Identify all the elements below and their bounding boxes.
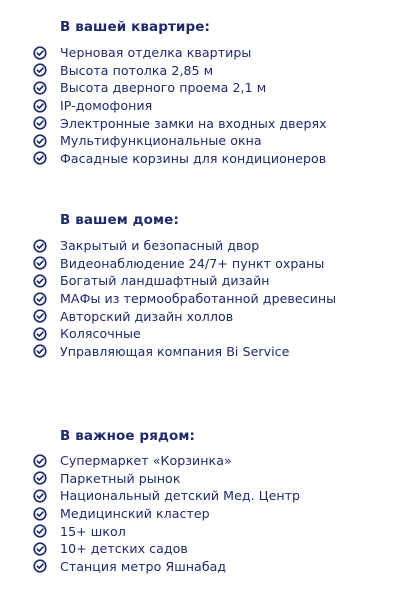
check-circle-icon (33, 507, 47, 521)
list-item (33, 558, 393, 576)
list-item (33, 114, 393, 132)
check-circle-icon (33, 99, 47, 113)
list-item-text: Электронные замки на входных дверях (60, 115, 327, 131)
list-item (33, 540, 393, 558)
check-circle-icon (33, 63, 47, 77)
list-item (33, 132, 393, 150)
list-item (33, 44, 393, 62)
list-item (33, 343, 393, 361)
list-item-text: Управляющая компания Bi Service (60, 343, 290, 359)
list-item (33, 487, 393, 505)
section-nearby (33, 427, 393, 575)
list-item-text: 10+ детских садов (60, 541, 188, 557)
section-apartment (33, 18, 393, 167)
list-item-text: Супермаркет «Корзинка» (60, 453, 232, 469)
list-item-text: Паркетный рынок (60, 470, 181, 486)
list-item-text: Мультифункциональные окна (60, 133, 262, 149)
list-item (33, 255, 393, 273)
list-item-text: 15+ школ (60, 523, 126, 539)
list-item (33, 325, 393, 343)
section-title: В вашем доме: (60, 212, 179, 228)
list-item (33, 522, 393, 540)
check-circle-icon (33, 81, 47, 95)
list-item (33, 505, 393, 523)
feature-list (33, 44, 393, 167)
check-circle-icon (33, 454, 47, 468)
check-circle-icon (33, 116, 47, 130)
check-circle-icon (33, 559, 47, 573)
list-item-text: Высота дверного проема 2,1 м (60, 80, 267, 96)
list-item-text: Высота потолка 2,85 м (60, 62, 214, 78)
list-item-text: Медицинский кластер (60, 506, 210, 522)
list-item (33, 237, 393, 255)
check-circle-icon (33, 256, 47, 270)
check-circle-icon (33, 542, 47, 556)
check-circle-icon (33, 134, 47, 148)
list-item (33, 79, 393, 97)
list-item-text: Черновая отделка квартиры (60, 45, 252, 61)
list-item-text: Фасадные корзины для кондиционеров (60, 150, 327, 166)
list-item-text: Богатый ландшафтный дизайн (60, 273, 270, 289)
list-item-text: Авторский дизайн холлов (60, 308, 234, 324)
list-item-text: Закрытый и безопасный двор (60, 238, 260, 254)
check-circle-icon (33, 239, 47, 253)
section-title: В важное рядом: (60, 428, 195, 444)
check-circle-icon (33, 151, 47, 165)
section-title: В вашей квартире: (60, 19, 210, 35)
list-item (33, 470, 393, 488)
check-circle-icon (33, 344, 47, 358)
check-circle-icon (33, 471, 47, 485)
check-circle-icon (33, 327, 47, 341)
list-item-text: Национальный детский Мед. Центр (60, 488, 301, 504)
list-item (33, 452, 393, 470)
list-item-text: Видеонаблюдение 24/7+ пункт охраны (60, 255, 325, 271)
feature-list (33, 237, 393, 360)
list-item-text: МАФы из термообработанной древесины (60, 291, 337, 307)
check-circle-icon (33, 309, 47, 323)
list-item (33, 272, 393, 290)
list-item (33, 62, 393, 80)
list-item-text: Станция метро Яшнабад (60, 558, 227, 574)
list-item (33, 150, 393, 168)
check-circle-icon (33, 274, 47, 288)
list-item-text: IP-домофония (60, 98, 153, 114)
check-circle-icon (33, 489, 47, 503)
list-item (33, 290, 393, 308)
check-circle-icon (33, 524, 47, 538)
section-building (33, 211, 393, 360)
list-item (33, 307, 393, 325)
check-circle-icon (33, 46, 47, 60)
feature-list (33, 452, 393, 575)
list-item (33, 97, 393, 115)
check-circle-icon (33, 292, 47, 306)
list-item-text: Колясочные (60, 326, 141, 342)
